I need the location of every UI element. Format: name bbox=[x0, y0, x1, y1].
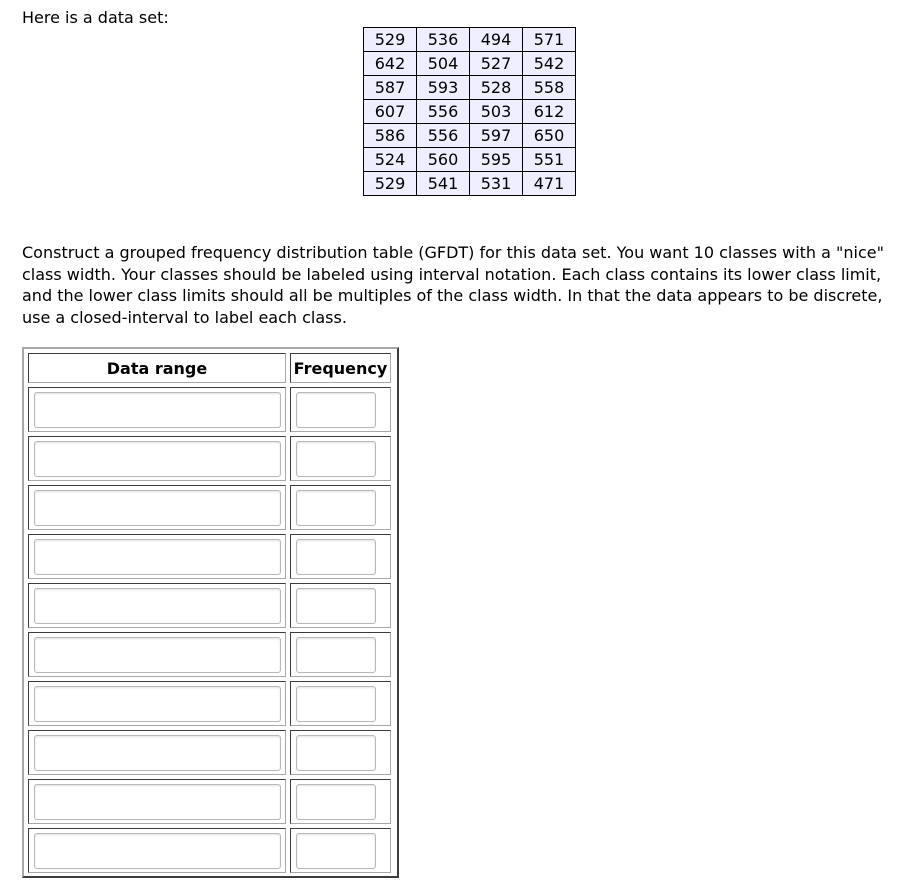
data-cell: 607 bbox=[364, 100, 417, 124]
data-cell: 642 bbox=[364, 52, 417, 76]
data-cell: 551 bbox=[523, 148, 576, 172]
data-range-header: Data range bbox=[28, 353, 286, 383]
data-cell: 556 bbox=[417, 124, 470, 148]
frequency-cell bbox=[290, 583, 391, 628]
instructions-text: Construct a grouped frequency distribution table (GFDT) for this data set. You want 10 classes with a "nice" class width. Your classes should be labeled using interval notation. Each class contains its lower class limit, and the lower class limits should all be multiples of the class width. In that the data appears to be discrete, use a closed-interval to label each class. bbox=[22, 243, 884, 327]
data-cell: 536 bbox=[417, 28, 470, 52]
gfdt-table bbox=[22, 347, 399, 878]
data-range-input[interactable] bbox=[34, 588, 281, 624]
data-cell: 558 bbox=[523, 76, 576, 100]
data-cell: 529 bbox=[364, 172, 417, 196]
data-range-input[interactable] bbox=[34, 735, 281, 771]
data-row bbox=[364, 124, 576, 148]
frequency-cell bbox=[290, 387, 391, 432]
data-cell: 529 bbox=[364, 28, 417, 52]
data-cell: 528 bbox=[470, 76, 523, 100]
frequency-cell bbox=[290, 730, 391, 775]
frequency-input[interactable] bbox=[296, 686, 376, 722]
frequency-cell bbox=[290, 436, 391, 481]
data-cell: 560 bbox=[417, 148, 470, 172]
data-cell: 556 bbox=[417, 100, 470, 124]
data-cell: 503 bbox=[470, 100, 523, 124]
data-cell: 527 bbox=[470, 52, 523, 76]
frequency-input[interactable] bbox=[296, 392, 376, 428]
data-cell: 593 bbox=[417, 76, 470, 100]
data-range-input[interactable] bbox=[34, 686, 281, 722]
data-cell: 571 bbox=[523, 28, 576, 52]
data-cell: 612 bbox=[523, 100, 576, 124]
frequency-input[interactable] bbox=[296, 833, 376, 869]
frequency-input[interactable] bbox=[296, 441, 376, 477]
data-range-cell bbox=[28, 583, 286, 628]
data-range-input[interactable] bbox=[34, 392, 281, 428]
data-row bbox=[364, 172, 576, 196]
data-range-input[interactable] bbox=[34, 539, 281, 575]
data-range-input[interactable] bbox=[34, 637, 281, 673]
data-row bbox=[364, 52, 576, 76]
frequency-cell bbox=[290, 779, 391, 824]
data-row bbox=[364, 100, 576, 124]
data-cell: 531 bbox=[470, 172, 523, 196]
data-cell: 541 bbox=[417, 172, 470, 196]
data-range-input[interactable] bbox=[34, 833, 281, 869]
data-range-cell bbox=[28, 730, 286, 775]
data-range-cell bbox=[28, 828, 286, 873]
data-range-cell bbox=[28, 436, 286, 481]
frequency-header: Frequency bbox=[290, 353, 391, 383]
frequency-cell bbox=[290, 828, 391, 873]
data-range-cell bbox=[28, 534, 286, 579]
data-cell: 587 bbox=[364, 76, 417, 100]
frequency-input[interactable] bbox=[296, 784, 376, 820]
frequency-input[interactable] bbox=[296, 735, 376, 771]
data-cell: 586 bbox=[364, 124, 417, 148]
data-range-cell bbox=[28, 779, 286, 824]
data-range-cell bbox=[28, 485, 286, 530]
data-cell: 597 bbox=[470, 124, 523, 148]
data-range-input[interactable] bbox=[34, 490, 281, 526]
data-range-cell bbox=[28, 387, 286, 432]
data-range-cell bbox=[28, 632, 286, 677]
data-cell: 595 bbox=[470, 148, 523, 172]
data-range-input[interactable] bbox=[34, 441, 281, 477]
data-row bbox=[364, 28, 576, 52]
data-cell: 494 bbox=[470, 28, 523, 52]
frequency-cell bbox=[290, 681, 391, 726]
data-range-input[interactable] bbox=[34, 784, 281, 820]
data-set-table bbox=[363, 27, 576, 196]
frequency-input[interactable] bbox=[296, 539, 376, 575]
frequency-input[interactable] bbox=[296, 637, 376, 673]
frequency-cell bbox=[290, 485, 391, 530]
data-cell: 650 bbox=[523, 124, 576, 148]
data-cell: 542 bbox=[523, 52, 576, 76]
frequency-input[interactable] bbox=[296, 490, 376, 526]
frequency-input[interactable] bbox=[296, 588, 376, 624]
data-row bbox=[364, 76, 576, 100]
data-range-cell bbox=[28, 681, 286, 726]
data-cell: 524 bbox=[364, 148, 417, 172]
frequency-cell bbox=[290, 534, 391, 579]
frequency-cell bbox=[290, 632, 391, 677]
data-cell: 504 bbox=[417, 52, 470, 76]
data-cell: 471 bbox=[523, 172, 576, 196]
intro-text: Here is a data set: bbox=[22, 8, 169, 27]
data-row bbox=[364, 148, 576, 172]
